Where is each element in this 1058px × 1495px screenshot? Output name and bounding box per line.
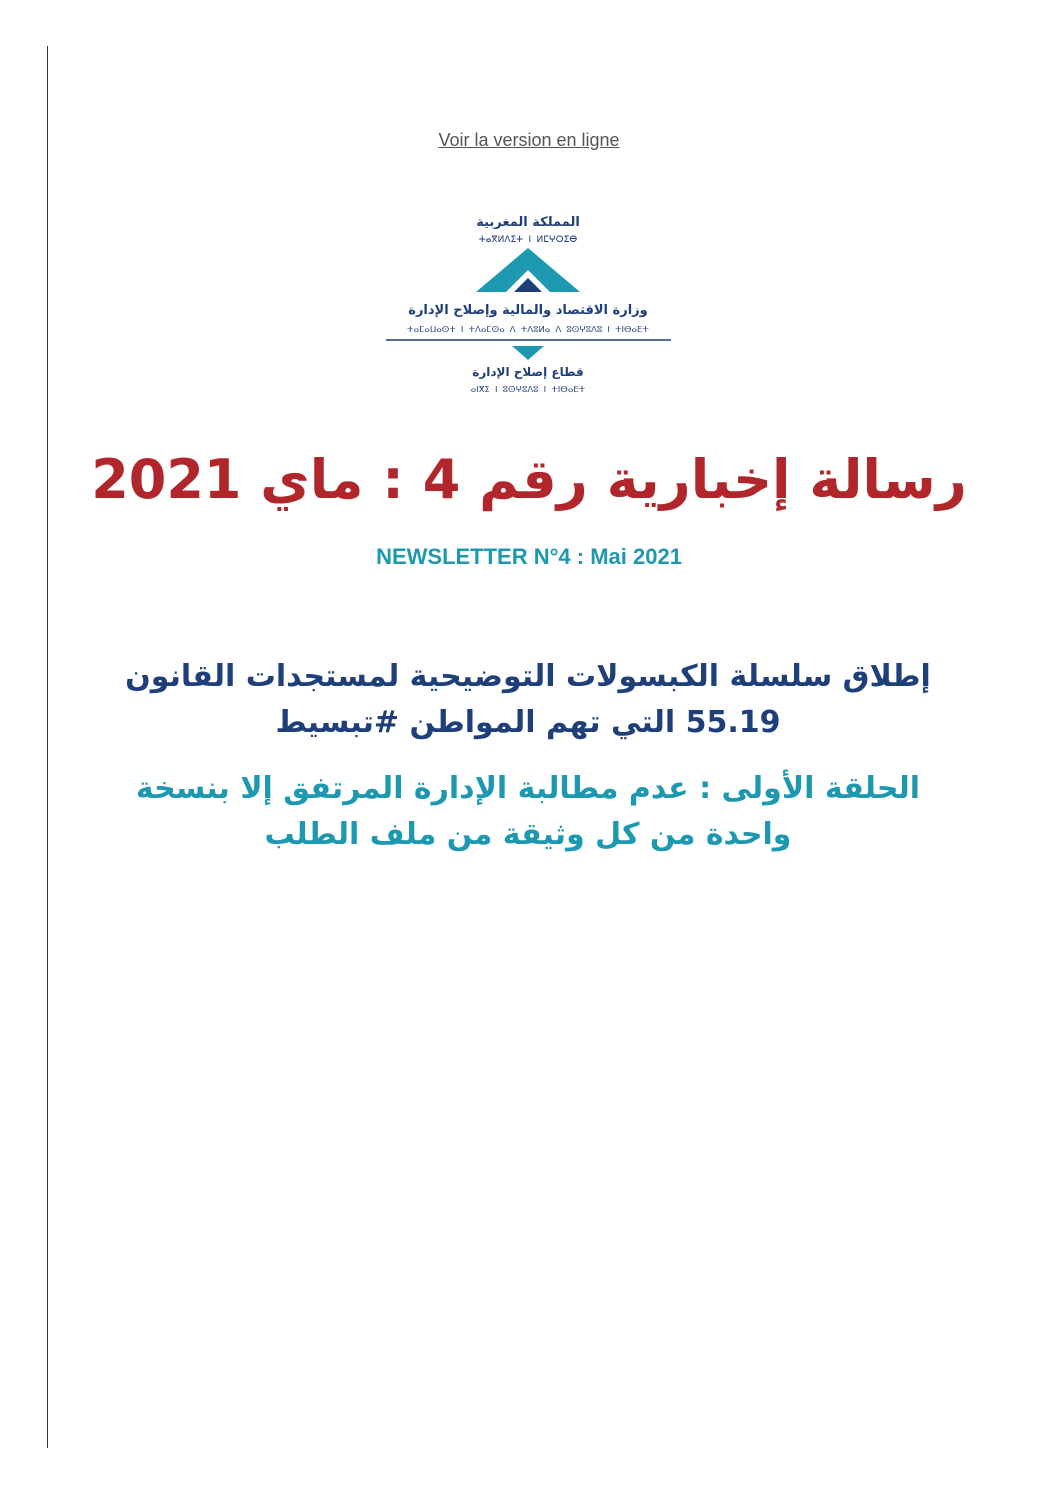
ministry-logo <box>386 210 671 400</box>
online-version-link[interactable]: Voir la version en ligne <box>438 130 620 150</box>
logo-ministry-tifinagh: ⵜⴰⵎⴰⵡⴰⵙⵜ ⵏ ⵜⴷⴰⵎⵙⴰ ⴷ ⵜⴷⵓⵍⴰ ⴷ ⵓⵙⵖⵓⴷⵓ ⵏ ⵜⵏⴱⴰⴹⵜ <box>407 325 649 335</box>
logo-ministry-ar: وزارة الاقتصاد والمالية وإصلاح الإدارة <box>408 303 648 318</box>
logo-kingdom-ar: المملكة المغربية <box>476 215 580 230</box>
newsletter-title-fr: NEWSLETTER N°4 : Mai 2021 <box>376 544 682 569</box>
logo-lower-chevron <box>512 346 544 360</box>
article-subheadline: الحلقة الأولى : عدم مطالبة الإدارة المرتفق إلا بنسخة واحدة من كل وثيقة من ملف الطلب <box>135 771 921 852</box>
left-border-line <box>47 46 48 1448</box>
logo-kingdom-tifinagh: ⵜⴰⴳⵍⴷⵉⵜ ⵏ ⵍⵎⵖⵔⵉⴱ <box>478 235 578 245</box>
logo-department-tifinagh: ⴰⵏⴳⵉ ⵏ ⵓⵙⵖⵓⴷⵓ ⵏ ⵜⵏⴱⴰⴹⵜ <box>470 385 586 395</box>
newsletter-title-ar: رسالة إخبارية رقم 4 : ماي 2021 <box>91 448 967 511</box>
article-headline: إطلاق سلسلة الكبسولات التوضيحية لمستجدات القانون 55.19 التي تهم المواطن #تبسيط <box>125 659 931 740</box>
logo-department-ar: قطاع إصلاح الإدارة <box>472 365 584 379</box>
